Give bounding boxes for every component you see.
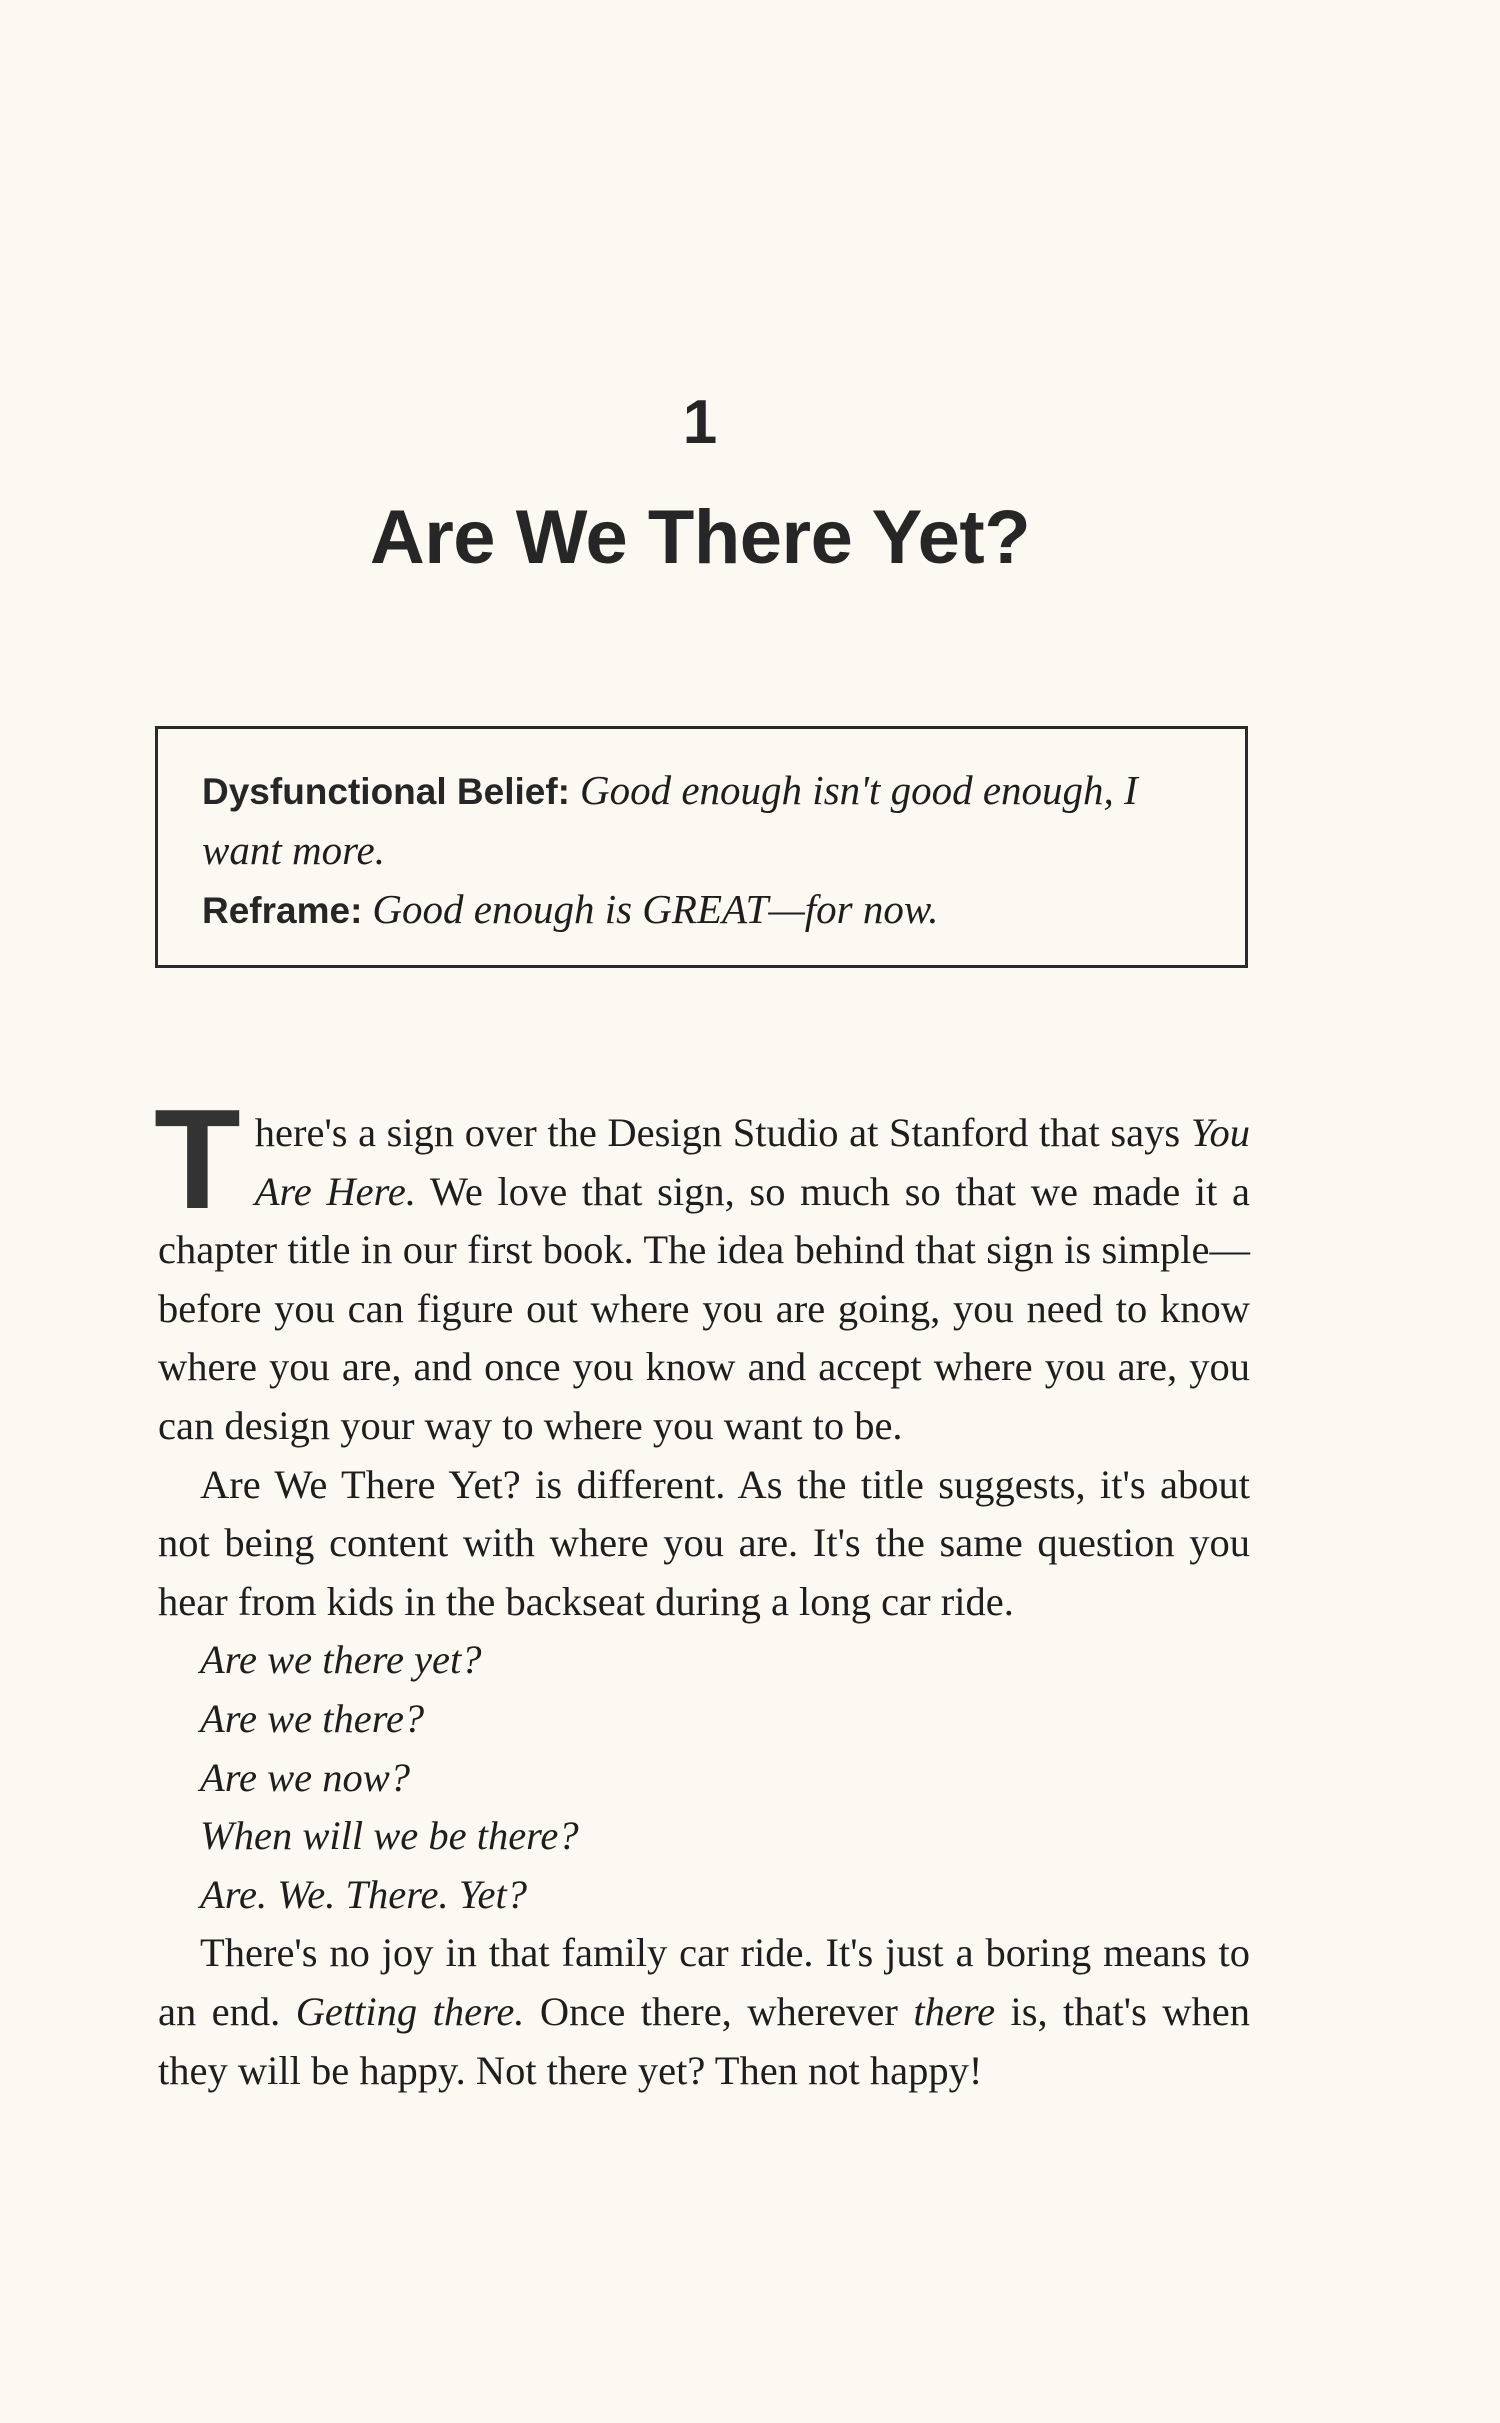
drop-cap: T	[154, 1080, 241, 1239]
chant-line: Are we now?	[200, 1754, 410, 1800]
reframe-label: Reframe:	[202, 890, 363, 931]
paragraph-3-italic-b: there	[913, 1988, 996, 2034]
reframe-text: Good enough is GREAT—for now.	[372, 886, 939, 932]
chant-line: When will we be there?	[200, 1813, 579, 1859]
reframe	[202, 880, 1201, 940]
paragraph-1	[154, 1080, 1251, 1456]
chant-line: Are. We. There. Yet?	[200, 1871, 527, 1917]
dysfunctional-belief-text: Good enough isn't good enough, I want more.	[202, 767, 1138, 873]
paragraph-3-text-a: There's no joy in that family car ride. It's just a boring means to an end.	[158, 1930, 1250, 2034]
paragraph-1-text-a: here's a sign over the Design Studio at Stanford that says	[254, 1110, 1191, 1155]
belief-box	[155, 726, 1248, 968]
paragraph-2: Are We There Yet? is different. As the title suggests, it's about not being content with where you are. It's the same question you hear from kids in the backseat during a long car ride.	[158, 1461, 1250, 1624]
paragraph-3-italic-a: Getting there.	[295, 1988, 525, 2034]
chant-line: Are we there yet?	[200, 1637, 482, 1683]
paragraph-3-text-c: is, that's when they will be happy. Not there yet? Then not happy!	[158, 1988, 1250, 2093]
dysfunctional-belief	[202, 761, 1201, 880]
paragraph-1-italic: You Are Here.	[254, 1110, 1250, 1214]
body-text	[154, 1080, 1251, 2100]
paragraph-3	[158, 1924, 1250, 2100]
chant-line: Are we there?	[200, 1695, 425, 1741]
chapter-number: 1	[682, 388, 718, 457]
paragraph-3-text-b: Once there, wherever	[524, 1988, 914, 2034]
dysfunctional-belief-label: Dysfunctional Belief:	[202, 771, 570, 812]
chapter-title: Are We There Yet?	[369, 495, 1031, 580]
paragraph-1-text-b: We love that sign, so much so that we made it a chapter title in our first book. The idea behind that sign is simple—before you can figure out where you are going, you need to know where you are, and once you know and accept where you are, you can design your way to where you want to be.	[158, 1168, 1251, 1448]
